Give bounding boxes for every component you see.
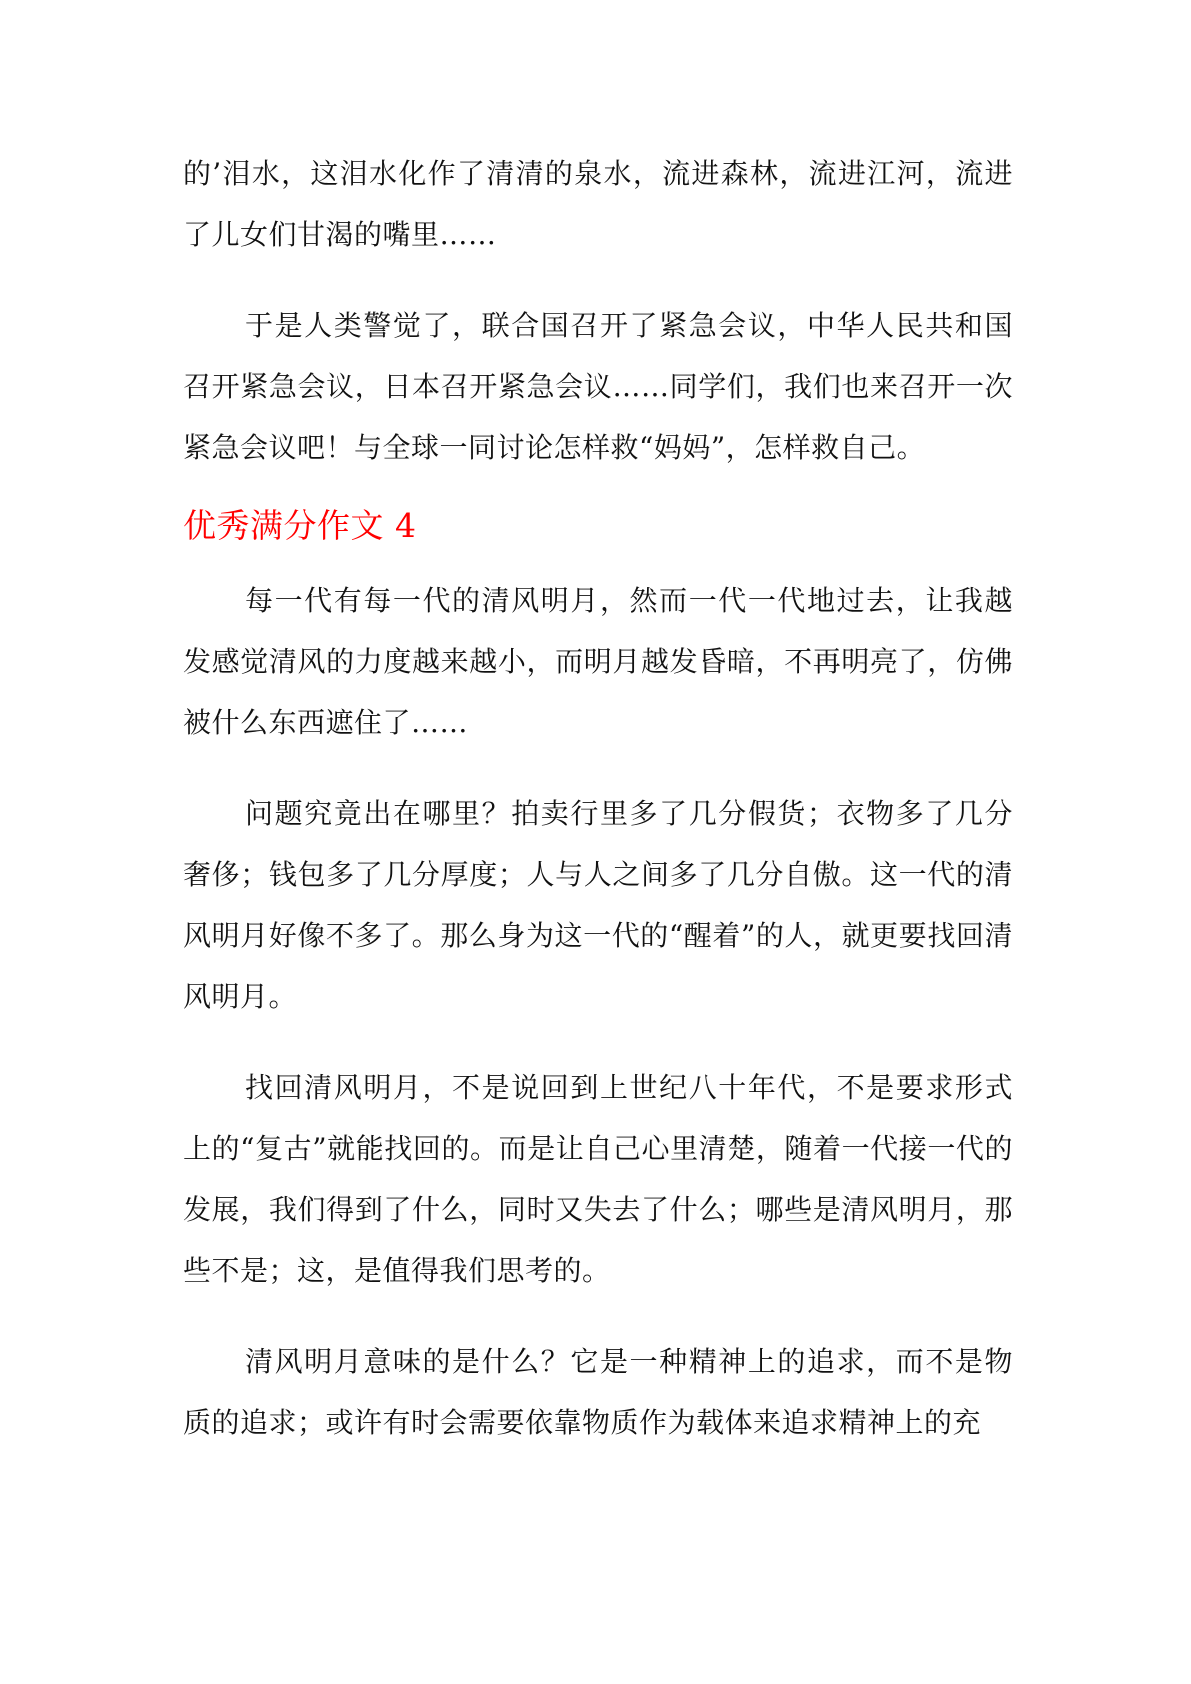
paragraph-emergency-meeting: 于是人类警觉了，联合国召开了紧急会议，中华人民共和国召开紧急会议，日本召开紧急会议……同学们，我们也来召开一次紧急会议吧！与全球一同讨论怎样救“妈妈”，怎样救自己。	[183, 309, 1013, 464]
essay-paragraph-4: 清风明月意味的是什么？它是一种精神上的追求，而不是物质的追求；或许有时会需要依靠物质作为载体来追求精神上的充	[183, 1345, 1013, 1439]
essay-paragraph-1: 每一代有每一代的清风明月，然而一代一代地过去，让我越发感觉清风的力度越来越小，而明月越发昏暗，不再明亮了，仿佛被什么东西遮住了……	[183, 584, 1013, 739]
essay-heading: 优秀满分作文 4	[183, 506, 417, 545]
paragraph-continued: 的’泪水，这泪水化作了清清的泉水，流进森林，流进江河，流进了儿女们甘渴的嘴里……	[183, 157, 1013, 251]
essay-paragraph-3: 找回清风明月，不是说回到上世纪八十年代，不是要求形式上的“复古”就能找回的。而是让自己心里清楚，随着一代接一代的发展，我们得到了什么，同时又失去了什么；哪些是清风明月，那些不是；这，是值得我们思考的。	[183, 1071, 1013, 1287]
essay-paragraph-2: 问题究竟出在哪里？拍卖行里多了几分假货；衣物多了几分奢侈；钱包多了几分厚度；人与人之间多了几分自傲。这一代的清风明月好像不多了。那么身为这一代的“醒着”的人，就更要找回清风明月。	[183, 797, 1013, 1013]
document-body	[183, 143, 1013, 1453]
